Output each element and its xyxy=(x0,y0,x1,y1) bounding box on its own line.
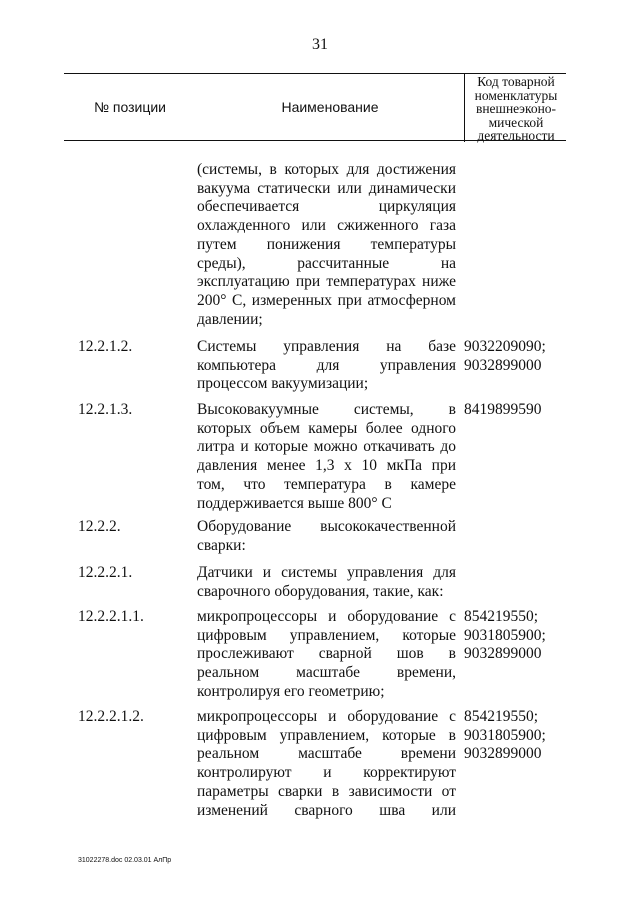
item-codes xyxy=(464,708,546,764)
code-header-line: мической xyxy=(488,114,544,130)
description-line: эксплуатацию при температурах ниже xyxy=(197,273,456,291)
code-value: 9032899000 xyxy=(464,745,542,763)
document-footer: 31022278.doc 02.03.01 АлПр xyxy=(78,857,172,864)
description-line: прослеживают сварной шов в xyxy=(197,645,456,663)
description-line: литра и которые можно откачивать до xyxy=(197,438,456,456)
column-header-position: № позиции xyxy=(93,99,167,115)
description-line: реальном масштабе времени, xyxy=(197,664,456,682)
description-line: цифровым управлением, которые xyxy=(197,626,456,644)
description-line: сварочного оборудования, такие, как: xyxy=(197,582,444,600)
column-header-code xyxy=(464,74,567,142)
item-description xyxy=(197,564,456,601)
item-description xyxy=(197,518,456,555)
description-line: которых объем камеры более одного xyxy=(197,419,456,437)
description-line: параметры сварки в зависимости от xyxy=(197,782,456,800)
description-line: реальном масштабе времени xyxy=(197,745,456,763)
code-value: 9031805900; xyxy=(464,626,546,644)
description-line: 200° С, измеренных при атмосферном xyxy=(197,291,456,309)
continuation-description xyxy=(197,161,456,329)
description-line: давления менее 1,3 х 10 мкПа при xyxy=(197,457,456,475)
description-line: микропроцессоры и оборудование с xyxy=(197,708,456,725)
page-number: 31 xyxy=(312,36,328,53)
description-line: контролируют и корректируют xyxy=(197,764,456,782)
item-description xyxy=(197,608,456,702)
description-line: Высоковакуумные системы, в xyxy=(197,401,456,418)
code-value: 854219550; xyxy=(464,608,539,625)
description-line: среды), рассчитанные на xyxy=(197,254,456,272)
position-number: 12.2.2.1. xyxy=(78,564,133,581)
description-line: контролируя его геометрию; xyxy=(197,682,385,700)
description-line: компьютера для управления xyxy=(197,356,456,374)
item-codes xyxy=(464,401,542,420)
description-line: Оборудование высококачественной xyxy=(197,518,456,535)
description-line: Датчики и системы управления для xyxy=(197,564,456,581)
description-line: поддерживается выше 800° С xyxy=(197,494,392,512)
code-value: 854219550; xyxy=(464,708,539,725)
description-line: охлажденного или сжиженного газа xyxy=(197,217,456,235)
description-line: процессом вакуумизации; xyxy=(197,375,369,393)
code-value: 9032899000 xyxy=(464,356,542,374)
description-line: микропроцессоры и оборудование с xyxy=(197,608,456,625)
code-value: 8419899590 xyxy=(464,401,542,418)
code-value: 9031805900; xyxy=(464,726,546,744)
code-value: 9032209090; xyxy=(464,338,546,355)
description-line: обеспечивается циркуляция xyxy=(197,198,456,216)
position-number: 12.2.1.3. xyxy=(78,401,133,418)
description-line: вакуума статически или динамически xyxy=(197,179,456,197)
code-header-line: деятельности xyxy=(477,128,555,144)
description-line: том, что температура в камере xyxy=(197,475,456,493)
position-number: 12.2.2.1.1. xyxy=(78,608,144,625)
position-number: 12.2.2.1.2. xyxy=(78,708,144,725)
description-line: (системы, в которых для достижения xyxy=(197,161,456,178)
item-description xyxy=(197,708,456,820)
code-header-line: внешнеэконо- xyxy=(475,101,557,117)
column-header-name: Наименование xyxy=(281,99,379,115)
code-header-line: номенклатуры xyxy=(474,87,558,103)
position-number: 12.2.2. xyxy=(78,518,121,535)
table-header xyxy=(64,73,566,144)
description-line: сварки: xyxy=(197,536,246,554)
item-codes xyxy=(464,608,546,664)
description-line: давлении; xyxy=(197,310,263,328)
item-description xyxy=(197,401,456,513)
description-line: цифровым управлением, которые в xyxy=(197,726,456,744)
item-description xyxy=(197,338,456,394)
description-line: путем понижения температуры xyxy=(197,235,456,253)
description-line: изменений сварного шва или xyxy=(197,801,456,819)
description-line: Системы управления на базе xyxy=(197,338,456,355)
code-value: 9032899000 xyxy=(464,645,542,663)
position-number: 12.2.1.2. xyxy=(78,338,133,355)
item-codes xyxy=(464,338,546,375)
code-header-line: Код товарной xyxy=(477,74,555,90)
